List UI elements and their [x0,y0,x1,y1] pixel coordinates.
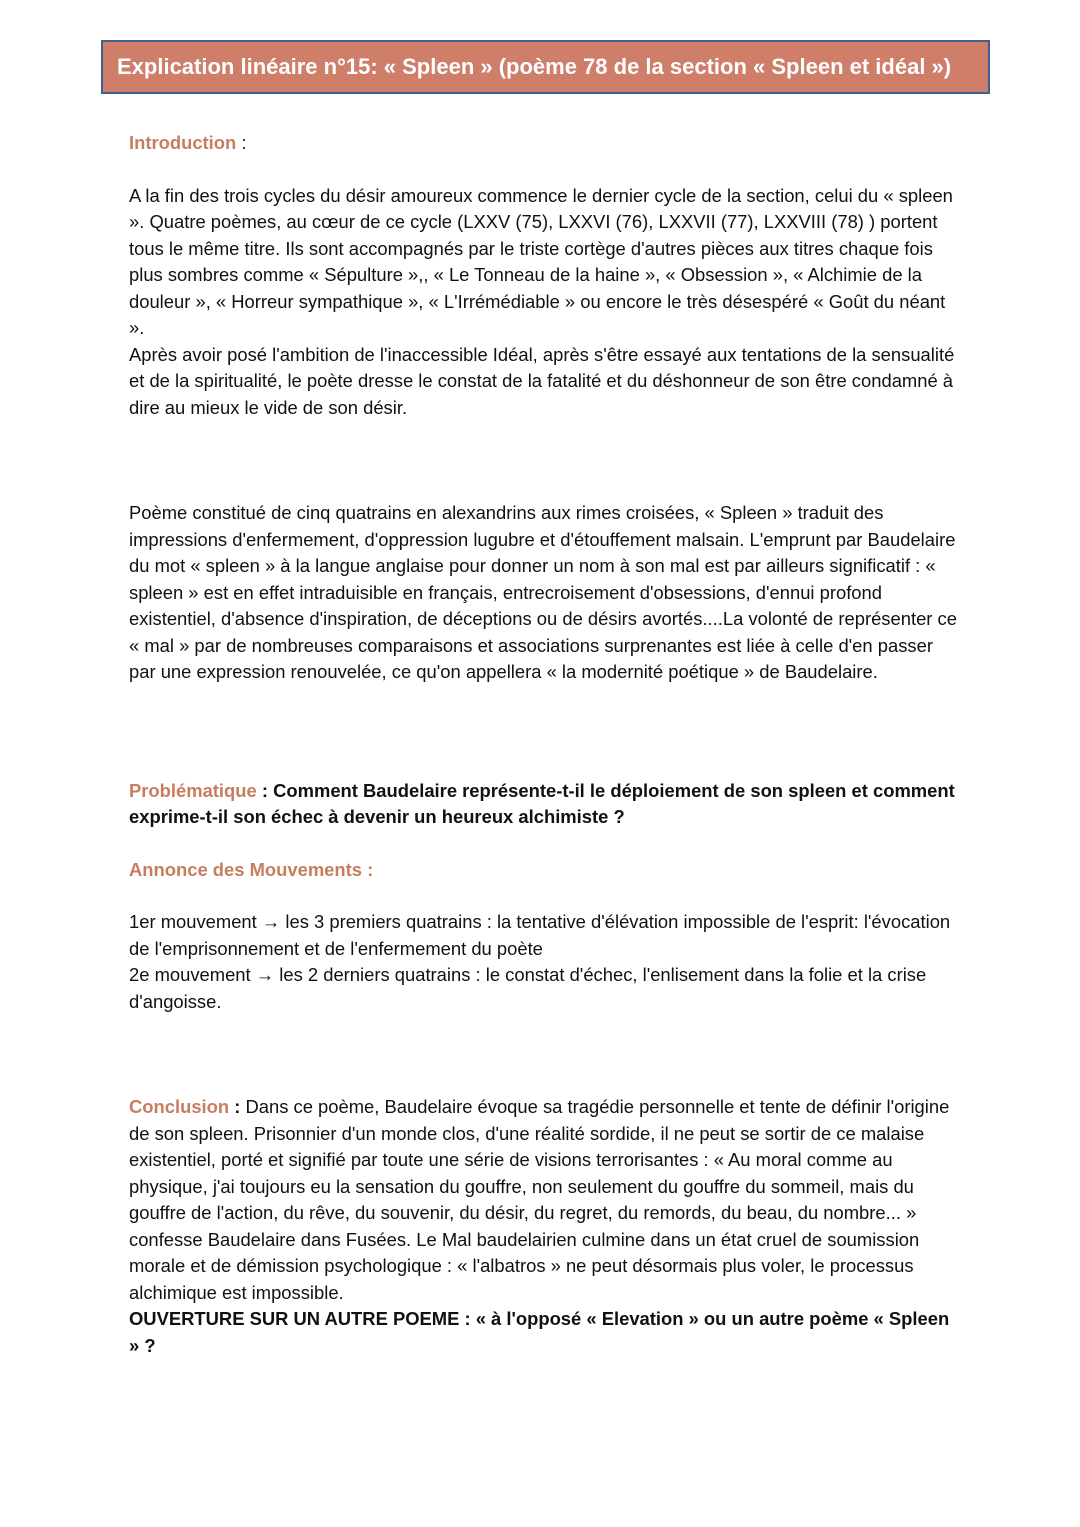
introduction-label: Introduction [129,132,237,153]
mouvements-heading: Annonce des Mouvements : [129,858,374,880]
conclusion-text: Dans ce poème, Baudelaire évoque sa tragédie personnelle et tente de définir l'origine de son spleen. Prisonnier d'un monde clos, d'une réalité sordide, il ne peut se sortir de ce malaise existentiel, porté et signifié par toute une série de visions terrorisantes : « Au moral comme au physique, j'ai toujours eu la sensation du gouffre, non seulement du gouffre du sommeil, mais du gouffre de l'action, du rêve, du souvenir, du désir, du regret, du remords, du beau, du nombre... » confesse Baudelaire dans Fusées. Le Mal baudelairien culmine dans un état cruel de soumission morale et de démission psychologique : « l'albatros » ne peut désormais plus voler, le processus alchimique est impossible. [129,1096,950,1303]
introduction-paragraph-2: Après avoir posé l'ambition de l'inaccessible Idéal, après s'être essayé aux tentations de la sensualité et de la spiritualité, le poète dresse le constat de la fatalité et du déshonneur de son être condamné à dire au mieux le vide de son désir. [129,343,955,418]
problematique-text: : Comment Baudelaire représente-t-il le déploiement de son spleen et comment exprime-t-il son échec à devenir un heureux alchimiste ? [129,779,955,827]
mouvement-1: 1er mouvement → les 3 premiers quatrains : la tentative d'élévation impossible de l'esprit: l'évocation de l'emprisonnement et de l'enfermement du poète [129,911,951,959]
problematique-paragraph [129,778,959,831]
conclusion-colon: : [229,1096,241,1117]
problematique-label: Problématique [129,779,257,801]
ouverture-text: OUVERTURE SUR UN AUTRE POEME : « à l'opposé « Elevation » ou un autre poème « Spleen » ? [129,1308,950,1356]
introduction-heading [129,130,959,157]
conclusion-paragraph [129,1094,959,1306]
document-title: Explication linéaire n°15: « Spleen » (poème 78 de la section « Spleen et idéal ») [101,40,990,94]
introduction-paragraph-1: A la fin des trois cycles du désir amoureux commence le dernier cycle de la section, celui du « spleen ». Quatre poèmes, au cœur de ce cycle (LXXV (75), LXXVI (76), LXXVII (77), LXXVIII (78) ) portent tous le même titre. Ils sont accompagnés par le triste cortège d'autres pièces aux titres chaque fois plus sombres comme « Sépulture »,, « Le Tonneau de la haine », « Obsession », « Alchimie de la douleur », « Horreur sympathique », « L'Irrémédiable » ou encore le très désespéré « Goût du néant ». [129,184,953,338]
introduction-paragraph-3: Poème constitué de cinq quatrains en alexandrins aux rimes croisées, « Spleen » traduit des impressions d'enfermement, d'oppression lugubre et d'étouffement malsain. L'emprunt par Baudelaire du mot « spleen » à la langue anglaise pour donner un nom à son mal est par ailleurs significatif : « spleen » est en effet intraduisible en français, entrecroisement d'obsessions, d'ennui profond existentiel, d'absence d'inspiration, de déceptions ou de désirs avortés....La volonté de représenter ce « mal » par de nombreuses comparaisons et associations surprenantes est liée à celle d'en passer par une expression renouvelée, ce qu'on appellera « la modernité poétique » de Baudelaire. [129,502,957,682]
document-body [129,130,959,1359]
conclusion-label: Conclusion [129,1096,230,1117]
mouvement-2: 2e mouvement → les 2 derniers quatrains : le constat d'échec, l'enlisement dans la folie et la crise d'angoisse. [129,964,927,1012]
introduction-colon: : [236,132,247,153]
